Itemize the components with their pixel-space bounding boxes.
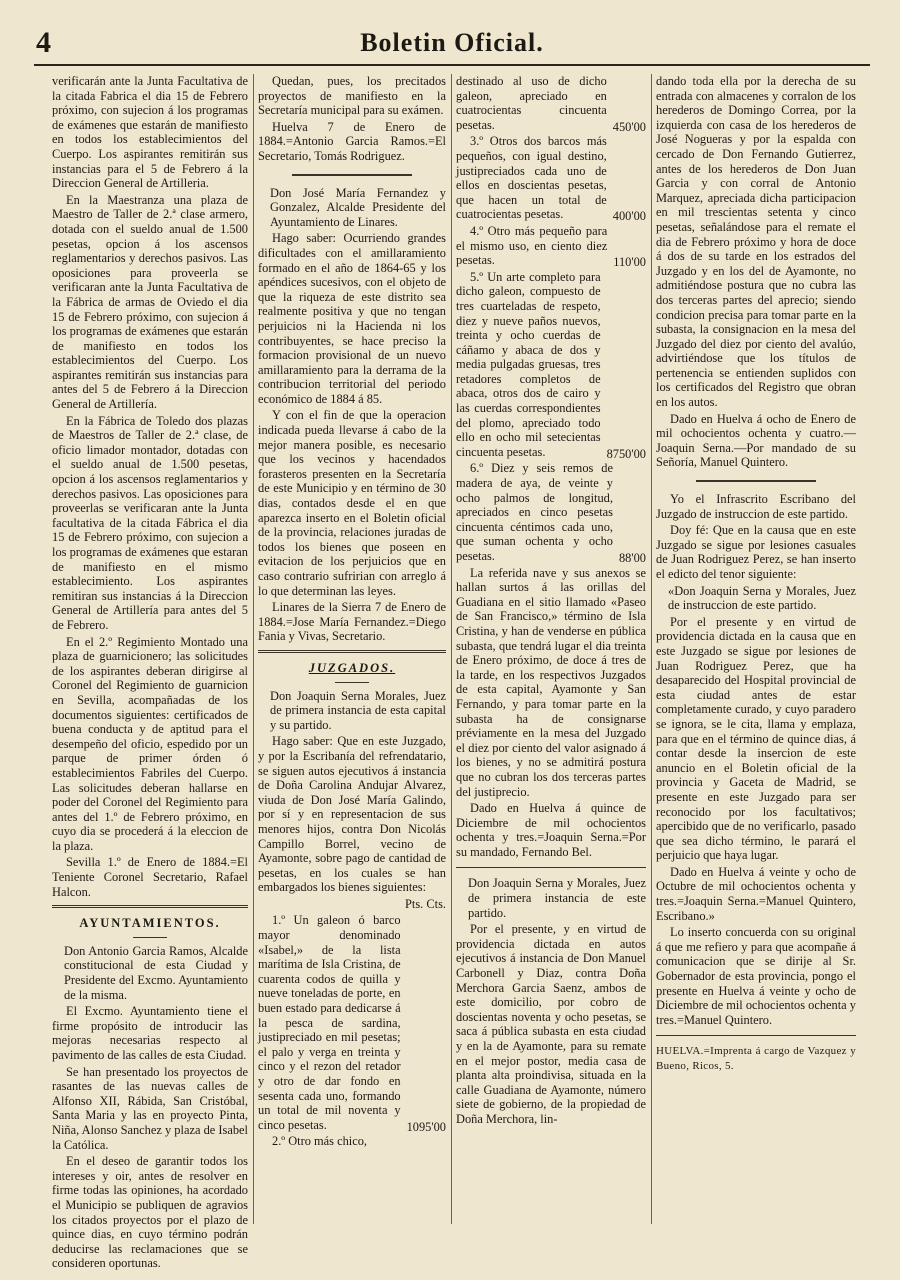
- notice-heading: Don Joaquin Serna Morales, Juez de primera instancia de esta capital y su partido.: [270, 688, 446, 732]
- item-amount: 88'00: [618, 551, 646, 565]
- divider: [133, 937, 167, 938]
- quoted-notice-heading: «Don Joaquin Serna y Morales, Juez de instruccion de este partido.: [668, 583, 856, 613]
- column-divider: [253, 74, 254, 1224]
- signature: Huelva 7 de Enero de 1884.=Antonio Garcia Ramos.=El Secretario, Tomás Rodriguez.: [258, 119, 446, 163]
- paragraph: Se han presentado los proyectos de rasantes de las nuevas calles de Alfonso XII, Rábida, San Cristóbal, Santa Maria y las en proyecto Pinta, Niña, Alonso Sanchez y plaza de Isabel la Católica.: [52, 1064, 248, 1152]
- column-3: [456, 74, 646, 1244]
- section-rule: [52, 905, 248, 908]
- signature: Dado en Huelva á veinte y ocho de Octubre de mil ochocientos ochenta y tres.=Joaquin Serna.=Manuel Quintero, Escribano.»: [656, 864, 856, 923]
- section-heading-ayuntamientos: AYUNTAMIENTOS.: [79, 916, 221, 931]
- item-amount: 400'00: [612, 209, 646, 224]
- list-item: [456, 134, 646, 224]
- paragraph: En el 2.º Regimiento Montado una plaza de guarnicionero; las solicitudes de los aspirantes deberan dirigirse al Coronel del Regimiento de guarnicion en Sevilla, acompañadas de los documentos siguientes: certificados de buena conducta y de aptitud para el desempeño del oficio, espedido por un parque de primer órden ó establecimientos Fabriles del Cuerpo. Las solicitudes deberan hallarse en poder del Coronel del Regimiento para antes del 1.º de Febrero próximo, en cuyo dia se procederá á la eleccion de la plaza.: [52, 634, 248, 853]
- signature: Dado en Huelva á ocho de Enero de mil ochocientos ochenta y cuatro.—Joaquin Serna.—Por mandado de su Señoría, Manuel Quintero.: [656, 411, 856, 470]
- item-text: 5.º Un arte completo para dicho galeon, compuesto de tres cuarteladas de respeto, diez y nueve paños nuevos, treinta y ocho cuerdas de cáñamo y abaca de dos y media pulgadas gruesas, tres retadores completos de abaca, otros dos de cairo y las cuerdas correspondientes del plomo, apreciado todo ello en ocho mil setecientas cincuenta pesetas.: [456, 269, 601, 459]
- item-amount: 8750'00: [606, 446, 646, 461]
- item-amount: 450'00: [612, 119, 646, 134]
- amount-column-header: Pts. Cts.: [405, 896, 446, 911]
- paragraph: Por el presente y en virtud de providencia dictada en la causa que en este Juzgado se sigue por lesiones de Juan Rodriguez Perez, que ha desaparecido del Hospital provincial de esta ciudad antes de estar completamente curado, y cuyo paradero se ignora, se le cita, llama y emplaza, para que en el término de quince dias, á contar desde la insercion de este anuncio en el Boletin oficial de la provincia y Gaceta de Madrid, se presente en este Juzgado para ser reconocido por los facultativos; apercibido que de no verificarlo, pasado que sea dicho término, le parará el perjuicio que haya lugar.: [656, 614, 856, 863]
- paragraph: El Excmo. Ayuntamiento tiene el firme propósito de introducir las mejoras necesarias respecto al pavimento de las calles de esta Ciudad.: [52, 1004, 248, 1062]
- printer-imprint: HUELVA.=Imprenta á cargo de Vazquez y Bueno, Ricos, 5.: [656, 1045, 856, 1072]
- paragraph: verificarán ante la Junta Facultativa de la citada Fabrica el dia 15 de Febrero próximo, con sujecion á los programas de exámenes que estarán de manifiesto en todos los establecimientos del Cuerpo. Los aspirantes remitirán sus instancias para el 5 de Febrero á la Direccion General de Artilleria.: [52, 74, 248, 191]
- divider: [696, 480, 816, 482]
- divider: [335, 682, 369, 683]
- paragraph: Yo el Infrascrito Escribano del Juzgado de instruccion de este partido.: [656, 492, 856, 521]
- page-number: 4: [36, 26, 51, 59]
- list-item: [258, 913, 446, 1134]
- paragraph: Lo inserto concuerda con su original á que me refiero y para que acompañe á comunicacion que se dirije al Sr. Gobernador de esta provincia, pongo el presente en Huelva á veinte y ocho de Diciembre de mil ochocientos ochenta y tres.=Manuel Quintero.: [656, 925, 856, 1027]
- paragraph: Por el presente, y en virtud de providencia dictada en autos ejecutivos á instancia de Don Manuel Carbonell y Diaz, contra Doña Merchora Garcia Saenz, ambos de este domicilio, por cobro de doscientas noventa y ocho pesetas, se saca á pública subasta en esta ciudad y en la de Ayamonte, para su remate en el mejor postor, media casa de planta alta proindivisa, situada en la calle Guadiana de Ayamonte, número siete de gobierno, de la propiedad de Doña Merchora, lin-: [456, 922, 646, 1126]
- item-text: 3.º Otros dos barcos más pequeños, con igual destino, justipreciados cada uno de ellos en doscientas pesetas, que hacen un total de cuatrocientas pesetas.: [456, 134, 607, 222]
- signature: Linares de la Sierra 7 de Enero de 1884.=Jose María Fernandez.=Diego Fania y Vivas, Secretario.: [258, 600, 446, 644]
- signature: Sevilla 1.º de Enero de 1884.=El Teniente Coronel Secretario, Rafael Halcon.: [52, 855, 248, 899]
- paragraph: dando toda ella por la derecha de su entrada con almacenes y corralon de los herederos de Domingo Correa, por la izquierda con casa de los herederos de José Nogueras y por la espalda con cercado de Don Fernando Gutierrez, antes de los herederos de Don Juan Garcia y con corral de Antonio Marquez, apreciada dicha participacion en mil trescientas setenta y cinco pesetas, señalándose para el remate el dia de Febrero próximo y hora de doce á dos de su tarde en los estrados del Juzgado y en los del de Ayamonte, no admitiéndose postura que no cubra las dos terceras partes del aprecio; siendo condicion precisa para tomar parte en la subasta, la consignacion en la mesa del Juzgado del diez por ciento del avalúo, advirtiéndose que los títulos de pertenencia se entienden suplidos con los certificados del Registro que obran en los autos.: [656, 74, 856, 410]
- item-amount: 1095'00: [406, 1119, 446, 1134]
- signature: Dado en Huelva á quince de Diciembre de mil ochocientos ochenta y tres.=Joaquin Serna.=Por su mandado, Fernando Bel.: [456, 801, 646, 859]
- list-item: [456, 224, 646, 270]
- paragraph: En la Fábrica de Toledo dos plazas de Maestros de Taller de 2.ª clase, de oficio limador montador, dotadas con el sueldo anual de 1.500 pesetas, opcion á los ascensos reglamentarios y derechos pasivos. Las oposiciones para proveerlas se verificaran ante la Junta facultativa de la citada Fábrica el dia 15 de Febrero próximo, con sujecion a los programas de exámenes que estaran de manifiesto en el mismo establecimiento. Los aspirantes remitiran sus instancias á la Direccion General de Artillería para antes del 5 de Febrero.: [52, 413, 248, 632]
- column-1: [52, 74, 248, 1271]
- paragraph: Quedan, pues, los precitados proyectos de manifiesto en la Secretaría municipal para su exámen.: [258, 74, 446, 118]
- notice-heading: Don Antonio Garcia Ramos, Alcalde constitucional de esta Ciudad y Presidente del Excmo. Ayuntamiento de la misma.: [64, 943, 248, 1002]
- list-item: [456, 270, 646, 462]
- column-2: [258, 74, 446, 1244]
- column-divider: [451, 74, 452, 1224]
- column-4: [656, 74, 856, 1244]
- divider: [456, 867, 646, 868]
- item-text: 6.º Diez y seis remos de madera de aya, de veinte y ocho palmos de longitud, apreciados en cinco pesetas cincuenta céntimos cada uno, que suman ochenta y ocho pesetas.: [456, 461, 613, 563]
- paragraph: La referida nave y sus anexos se hallan surtos á las orillas del Guadiana en el sitio llamado «Paseo de San Francisco,» término de Isla Cristina, y han de venderse en pública subasta, que tendrá lugar el dia treinta de Enero próximo, de doce á tres de la tarde, en los respectivos Juzgados de esta capital, Ayamonte y San Fernando, y para tomar parte en la subasta ha de consignarse préviamente en la mesa del Juzgado el diez por ciento del valor asignado á los bienes, y no se admitirá postura que no cubran los dos terceras partes del justiprecio.: [456, 565, 646, 799]
- item-amount: 110'00: [613, 255, 646, 270]
- item-text: 1.º Un galeon ó barco mayor denominado «Isabel,» de la lista marítima de Isla Cristina, de cuarenta codos de quilla y nueve toneladas de porte, en buen estado para dedicarse á la pesca de sardina, justipreciado en mil pesetas; el palo y verga en treinta y cinco y el rezon del retador y otro de dar fondo en sesenta cada uno, formando un total de mil noventa y cinco pesetas.: [258, 913, 401, 1132]
- item-text: destinado al uso de dicho galeon, apreciado en cuatrocientas cincuenta pesetas.: [456, 74, 607, 132]
- item-text: 4.º Otro más pequeño para el mismo uso, en ciento diez pesetas.: [456, 223, 608, 268]
- section-heading-juzgados: JUZGADOS.: [308, 660, 396, 675]
- column-divider: [651, 74, 652, 1224]
- divider: [656, 1035, 856, 1036]
- list-item: [456, 461, 646, 565]
- paragraph: Doy fé: Que en la causa que en este Juzgado se sigue por lesiones casuales de Juan Rodriguez Perez, se han inserto el edicto del tenor siguiente:: [656, 523, 856, 581]
- paragraph: En la Maestranza una plaza de Maestro de Taller de 2.ª clase armero, dotada con el sueldo anual de 1.500 pesetas, opcion á los ascensos reglamentarios y derechos pasivos. Las oposiciones para proveerla se verificaran ante la Junta Facultativa de la Fábrica de armas de Oviedo el dia 15 de Febrero próximo, con sujecion á los programas de exámenes que estarán de manifiesto en todos los establecimientos del Cuerpo. Los aspirantes remitirán sus instancias para antes del 5 de Febrero á la Direccion General de Artillería.: [52, 192, 248, 412]
- paragraph: Y con el fin de que la operacion indicada pueda llevarse á cabo de la mejor manera posible, es necesario que los vecinos y hacendados forasteros presenten en la Secretaría de este Municipio y en término de 30 dias, contados desde el en que aparezca inserto en el Boletin oficial de la provincia, relaciones juradas de todos los bienes que poseen en evitacion de los perjuicios que en caso contrario sufririan con arreglo á lo que determinan las leyes.: [258, 408, 446, 598]
- paragraph: Hago saber: Que en este Juzgado, y por la Escribanía del refrendatario, se siguen autos ejecutivos á instancia de Doña Carolina Andujar Alvarez, viuda de Don José María Galindo, por sí y en representacion de sus menores hijos, contra Don Nicolás Campillo Borrel, vecino de Ayamonte, sobre pago de cantidad de pesetas, en los cuales se han embargados los bienes siguientes:: [258, 734, 446, 895]
- list-item: [456, 74, 646, 134]
- paragraph: Hago saber: Ocurriendo grandes dificultades con el amillaramiento formado en el año de 1864-65 y los apéndices sucesivos, con el objeto de que la riqueza de este distrito sea realmente positiva y que no tengan perjuicios ni la Hacienda ni los contribuyentes, se hace preciso la formacion provisional de un nuevo amillaramiento para la derrama de la contribucion territorial del periodo económico de 1884 á 85.: [258, 231, 446, 406]
- notice-heading: Don José María Fernandez y Gonzalez, Alcalde Presidente del Ayuntamiento de Linares.: [270, 185, 446, 229]
- publication-title: Boletin Oficial.: [360, 28, 544, 57]
- notice-heading: Don Joaquin Serna y Morales, Juez de primera instancia de este partido.: [468, 876, 646, 920]
- section-rule: [258, 650, 446, 653]
- paragraph: En el deseo de garantir todos los intereses y oir, antes de resolver en firme todas las opiniones, ha acordado el Municipio se publiquen de agravios los citados proyectos por el plazo de quince dias, en cuyo término podrán deducirse las reclamaciones que se consideren oportunas.: [52, 1154, 248, 1271]
- page-header: [34, 24, 870, 66]
- divider: [292, 174, 412, 176]
- item-text: 2.º Otro más chico,: [272, 1134, 368, 1149]
